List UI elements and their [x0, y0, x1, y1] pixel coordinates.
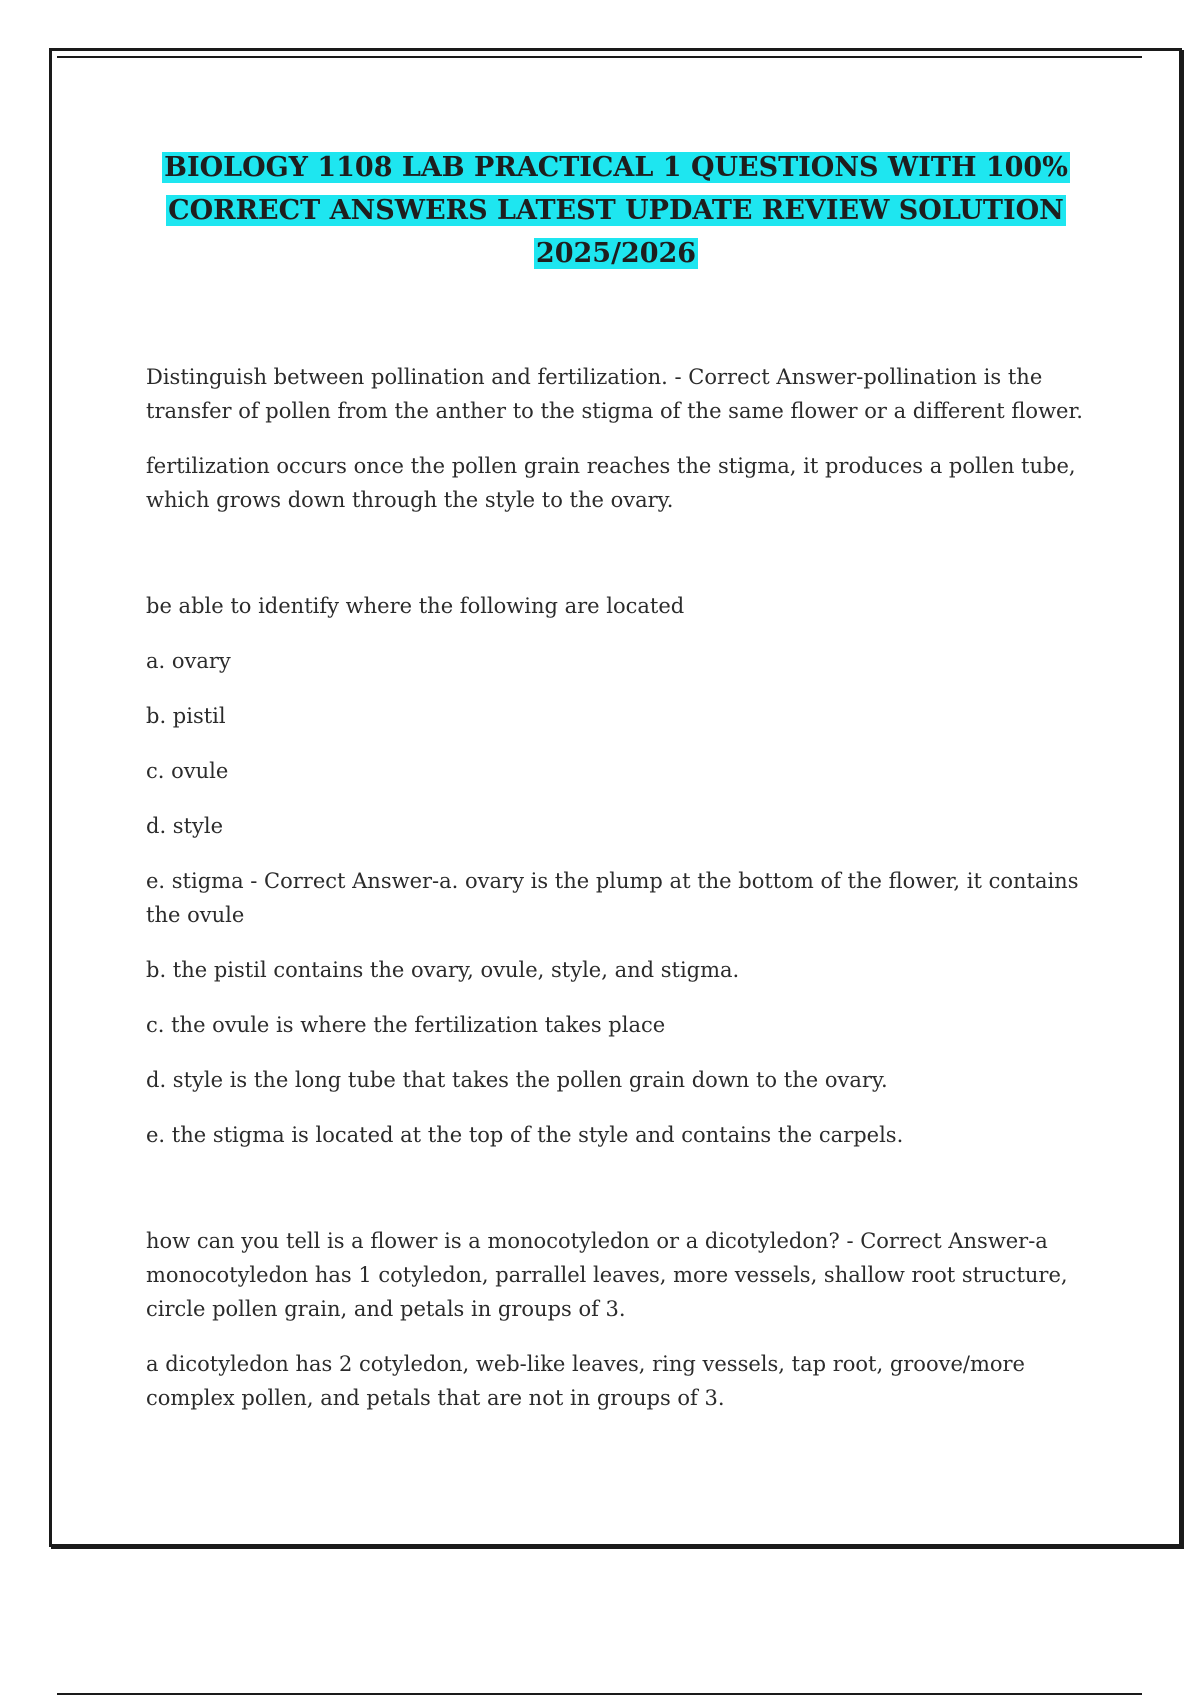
question-1-answer-p2: fertilization occurs once the pollen grain reaches the stigma, it produces a pollen tube, which grows down through the style to the ovary. — [146, 454, 1076, 512]
question-2-item-c: c. ovule — [146, 759, 229, 783]
question-2-answer-e: e. the stigma is located at the top of the style and contains the carpels. — [146, 1123, 904, 1147]
section-gap — [146, 538, 1086, 589]
question-2-item-d: d. style — [146, 814, 224, 838]
question-2-item-e-answer: e. stigma - Correct Answer-a. ovary is the plump at the bottom of the flower, it contains the ovule — [146, 869, 1079, 927]
question-3-answer-p2: a dicotyledon has 2 cotyledon, web-like leaves, ring vessels, tap root, groove/more complex pollen, and petals that are not in groups of 3. — [146, 1352, 1025, 1410]
question-2-answer-c: c. the ovule is where the fertilization takes place — [146, 1013, 666, 1037]
section-gap — [146, 1173, 1086, 1224]
title-line-1: BIOLOGY 1108 LAB PRACTICAL 1 QUESTIONS WITH 100% — [164, 152, 1068, 183]
title-line-3: 2025/2026 — [535, 238, 697, 269]
title-line-2: CORRECT ANSWERS LATEST UPDATE REVIEW SOLUTION — [168, 195, 1064, 226]
question-3-answer-p1: how can you tell is a flower is a monocotyledon or a dicotyledon? - Correct Answer-a monocotyledon has 1 cotyledon, parrallel leaves, more vessels, shallow root structure, circle pollen grain, and petals in groups of 3. — [146, 1229, 1068, 1321]
bottom-rule — [57, 1693, 1142, 1695]
question-1-answer-p1: Distinguish between pollination and fertilization. - Correct Answer-pollination is the transfer of pollen from the anther to the stigma of the same flower or a different flower. — [146, 365, 1083, 423]
question-2-item-b: b. pistil — [146, 704, 226, 728]
document-body — [146, 360, 1086, 1436]
question-2-answer-b: b. the pistil contains the ovary, ovule, style, and stigma. — [146, 958, 740, 982]
top-rule — [57, 56, 1142, 58]
document-title — [120, 146, 1112, 275]
question-2-prompt: be able to identify where the following are located — [146, 594, 685, 618]
question-2-answer-d: d. style is the long tube that takes the pollen grain down to the ovary. — [146, 1068, 888, 1092]
question-2-item-a: a. ovary — [146, 649, 231, 673]
